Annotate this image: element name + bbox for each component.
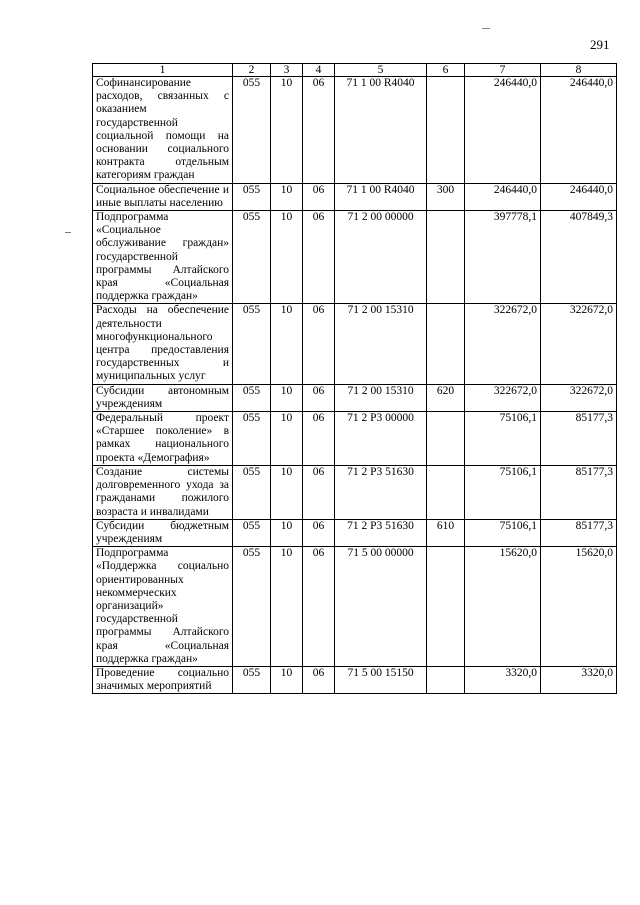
subsection-code-cell: 06 bbox=[303, 519, 335, 546]
header-cell: 8 bbox=[541, 64, 617, 77]
row-name-cell: Создание системы долговременного ухода за гражданами пожилого возраста и инвалидами bbox=[93, 465, 233, 519]
amount-year2-cell: 407849,3 bbox=[541, 211, 617, 304]
amount-year1-cell: 15620,0 bbox=[465, 547, 541, 667]
target-article-cell: 71 2 P3 51630 bbox=[335, 465, 427, 519]
expense-kind-cell: 620 bbox=[427, 384, 465, 411]
section-code-cell: 10 bbox=[271, 384, 303, 411]
ministry-code-cell: 055 bbox=[233, 77, 271, 184]
expense-kind-cell: 610 bbox=[427, 519, 465, 546]
row-name-cell: Софинансирование расходов, связанных с оказанием государственной социальной помощи на основании социального контракта отдельным категориям граждан bbox=[93, 77, 233, 184]
subsection-code-cell: 06 bbox=[303, 384, 335, 411]
header-cell: 7 bbox=[465, 64, 541, 77]
ministry-code-cell: 055 bbox=[233, 519, 271, 546]
section-code-cell: 10 bbox=[271, 547, 303, 667]
target-article-cell: 71 5 00 15150 bbox=[335, 666, 427, 693]
amount-year2-cell: 85177,3 bbox=[541, 465, 617, 519]
target-article-cell: 71 2 P3 51630 bbox=[335, 519, 427, 546]
expense-kind-cell bbox=[427, 211, 465, 304]
ministry-code-cell: 055 bbox=[233, 304, 271, 384]
expense-kind-cell: 300 bbox=[427, 183, 465, 210]
section-code-cell: 10 bbox=[271, 183, 303, 210]
section-code-cell: 10 bbox=[271, 211, 303, 304]
amount-year1-cell: 397778,1 bbox=[465, 211, 541, 304]
subsection-code-cell: 06 bbox=[303, 547, 335, 667]
subsection-code-cell: 06 bbox=[303, 211, 335, 304]
amount-year2-cell: 246440,0 bbox=[541, 183, 617, 210]
target-article-cell: 71 2 00 00000 bbox=[335, 211, 427, 304]
amount-year1-cell: 246440,0 bbox=[465, 183, 541, 210]
table-row bbox=[93, 547, 617, 667]
header-cell: 6 bbox=[427, 64, 465, 77]
section-code-cell: 10 bbox=[271, 519, 303, 546]
section-code-cell: 10 bbox=[271, 412, 303, 466]
amount-year2-cell: 85177,3 bbox=[541, 412, 617, 466]
scan-side-mark bbox=[65, 232, 71, 233]
amount-year2-cell: 322672,0 bbox=[541, 384, 617, 411]
amount-year2-cell: 85177,3 bbox=[541, 519, 617, 546]
row-name-cell: Социальное обеспечение и иные выплаты населению bbox=[93, 183, 233, 210]
ministry-code-cell: 055 bbox=[233, 412, 271, 466]
row-name-cell: Субсидии бюджетным учреждениям bbox=[93, 519, 233, 546]
ministry-code-cell: 055 bbox=[233, 465, 271, 519]
section-code-cell: 10 bbox=[271, 304, 303, 384]
subsection-code-cell: 06 bbox=[303, 304, 335, 384]
subsection-code-cell: 06 bbox=[303, 412, 335, 466]
expense-kind-cell bbox=[427, 412, 465, 466]
row-name-cell: Федеральный проект «Старшее поколение» в рамках национального проекта «Демография» bbox=[93, 412, 233, 466]
amount-year1-cell: 75106,1 bbox=[465, 412, 541, 466]
subsection-code-cell: 06 bbox=[303, 77, 335, 184]
amount-year1-cell: 322672,0 bbox=[465, 384, 541, 411]
row-name-cell: Подпрограмма «Социальное обслуживание граждан» государственной программы Алтайского края «Социальная поддержка граждан» bbox=[93, 211, 233, 304]
table-row bbox=[93, 183, 617, 210]
row-name-cell: Субсидии автономным учреждениям bbox=[93, 384, 233, 411]
page-number: 291 bbox=[590, 37, 610, 52]
scan-dash-mark bbox=[482, 28, 490, 29]
expense-kind-cell bbox=[427, 666, 465, 693]
table-row bbox=[93, 304, 617, 384]
amount-year2-cell: 15620,0 bbox=[541, 547, 617, 667]
ministry-code-cell: 055 bbox=[233, 183, 271, 210]
header-cell: 3 bbox=[271, 64, 303, 77]
table-row bbox=[93, 211, 617, 304]
amount-year1-cell: 322672,0 bbox=[465, 304, 541, 384]
subsection-code-cell: 06 bbox=[303, 666, 335, 693]
table-row bbox=[93, 412, 617, 466]
amount-year1-cell: 75106,1 bbox=[465, 519, 541, 546]
header-row bbox=[93, 64, 617, 77]
amount-year1-cell: 3320,0 bbox=[465, 666, 541, 693]
header-cell: 5 bbox=[335, 64, 427, 77]
target-article-cell: 71 5 00 00000 bbox=[335, 547, 427, 667]
row-name-cell: Проведение социально значимых мероприятий bbox=[93, 666, 233, 693]
amount-year2-cell: 246440,0 bbox=[541, 77, 617, 184]
header-cell: 2 bbox=[233, 64, 271, 77]
row-name-cell: Подпрограмма «Поддержка социально ориентированных некоммерческих организаций» государственной программы Алтайского края «Социальная поддержка граждан» bbox=[93, 547, 233, 667]
ministry-code-cell: 055 bbox=[233, 384, 271, 411]
table-row bbox=[93, 666, 617, 693]
budget-table bbox=[92, 63, 617, 694]
section-code-cell: 10 bbox=[271, 465, 303, 519]
target-article-cell: 71 1 00 R4040 bbox=[335, 183, 427, 210]
target-article-cell: 71 2 00 15310 bbox=[335, 304, 427, 384]
target-article-cell: 71 2 P3 00000 bbox=[335, 412, 427, 466]
amount-year1-cell: 75106,1 bbox=[465, 465, 541, 519]
ministry-code-cell: 055 bbox=[233, 547, 271, 667]
table-row bbox=[93, 519, 617, 546]
table-row bbox=[93, 384, 617, 411]
section-code-cell: 10 bbox=[271, 77, 303, 184]
section-code-cell: 10 bbox=[271, 666, 303, 693]
table-row bbox=[93, 465, 617, 519]
header-cell: 4 bbox=[303, 64, 335, 77]
amount-year2-cell: 322672,0 bbox=[541, 304, 617, 384]
ministry-code-cell: 055 bbox=[233, 211, 271, 304]
amount-year2-cell: 3320,0 bbox=[541, 666, 617, 693]
target-article-cell: 71 1 00 R4040 bbox=[335, 77, 427, 184]
ministry-code-cell: 055 bbox=[233, 666, 271, 693]
expense-kind-cell bbox=[427, 547, 465, 667]
amount-year1-cell: 246440,0 bbox=[465, 77, 541, 184]
table-row bbox=[93, 77, 617, 184]
target-article-cell: 71 2 00 15310 bbox=[335, 384, 427, 411]
subsection-code-cell: 06 bbox=[303, 183, 335, 210]
expense-kind-cell bbox=[427, 77, 465, 184]
expense-kind-cell bbox=[427, 465, 465, 519]
row-name-cell: Расходы на обеспечение деятельности многофункционального центра предоставления государственных и муниципальных услуг bbox=[93, 304, 233, 384]
expense-kind-cell bbox=[427, 304, 465, 384]
header-cell: 1 bbox=[93, 64, 233, 77]
subsection-code-cell: 06 bbox=[303, 465, 335, 519]
